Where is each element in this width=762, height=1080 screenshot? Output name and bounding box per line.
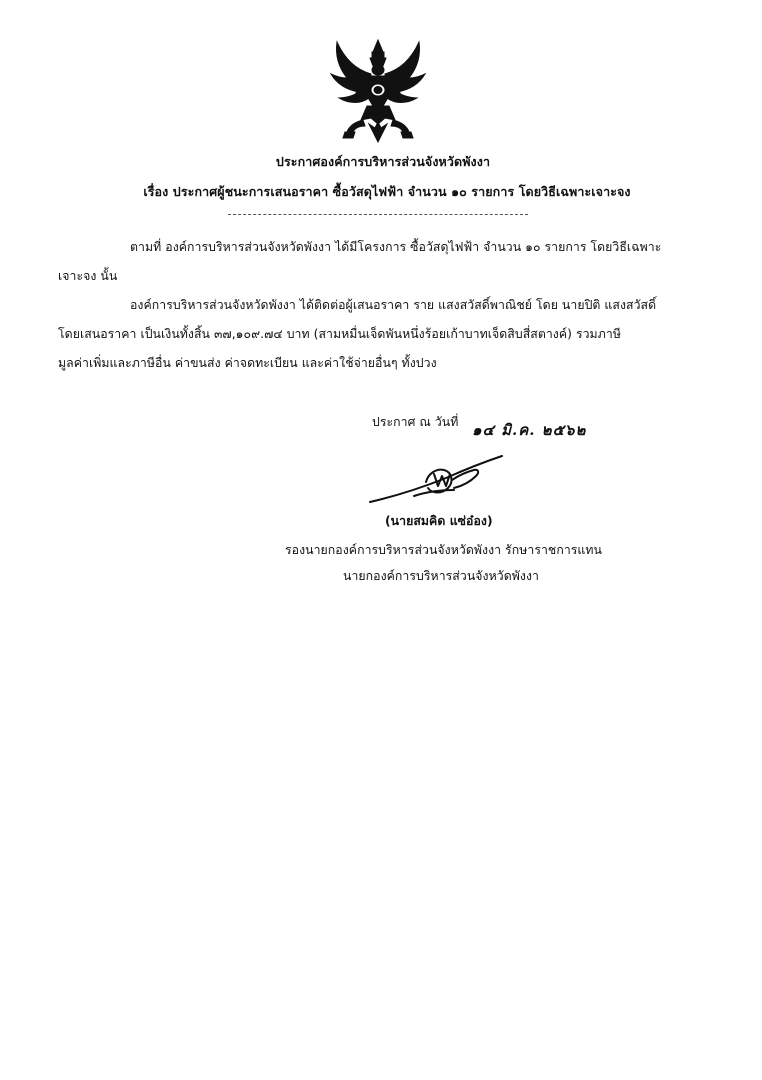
garuda-emblem-icon <box>323 34 433 146</box>
paragraph-2-line-2: โดยเสนอราคา เป็นเงินทั้งสิ้น ๓๗,๑๐๙.๗๔ บาท (สามหมื่นเจ็ดพันหนึ่งร้อยเก้าบาทเจ็ดสิบสี่สตางค์) รวมภาษี <box>58 327 621 341</box>
document-subject: เรื่อง ประกาศผู้ชนะการเสนอราคา ซื้อวัสดุไฟฟ้า จำนวน ๑๐ รายการ โดยวิธีเฉพาะเจาะจง <box>143 184 631 199</box>
signatory-position-line-2: นายกองค์การบริหารส่วนจังหวัดพังงา <box>343 569 539 583</box>
signatory-name: (นายสมคิด แซ่อ๋อง) <box>385 514 493 528</box>
paragraph-2-line-1: องค์การบริหารส่วนจังหวัดพังงา ได้ติดต่อผู้เสนอราคา ราย แสงสวัสดิ์พาณิชย์ โดย นายปิติ แสงสวัสดิ์ <box>130 298 657 312</box>
document-title: ประกาศองค์การบริหารส่วนจังหวัดพังงา <box>275 154 491 169</box>
paragraph-1-line-1: ตามที่ องค์การบริหารส่วนจังหวัดพังงา ได้มีโครงการ ซื้อวัสดุไฟฟ้า จำนวน ๑๐ รายการ โดยวิธีเฉพาะ <box>130 240 662 254</box>
paragraph-2-line-3: มูลค่าเพิ่มและภาษีอื่น ค่าขนส่ง ค่าจดทะเบียน และค่าใช้จ่ายอื่นๆ ทั้งปวง <box>58 356 437 370</box>
announcement-date-label: ประกาศ ณ วันที่ <box>372 415 459 429</box>
signatory-position-line-1: รองนายกองค์การบริหารส่วนจังหวัดพังงา รักษาราชการแทน <box>285 543 603 557</box>
title-divider <box>228 214 528 215</box>
announcement-date-handwritten: ๑๔ มิ.ค. ๒๕๖๒ <box>472 421 587 439</box>
paragraph-1-line-2: เจาะจง นั้น <box>58 269 118 283</box>
handwritten-signature <box>366 452 508 514</box>
